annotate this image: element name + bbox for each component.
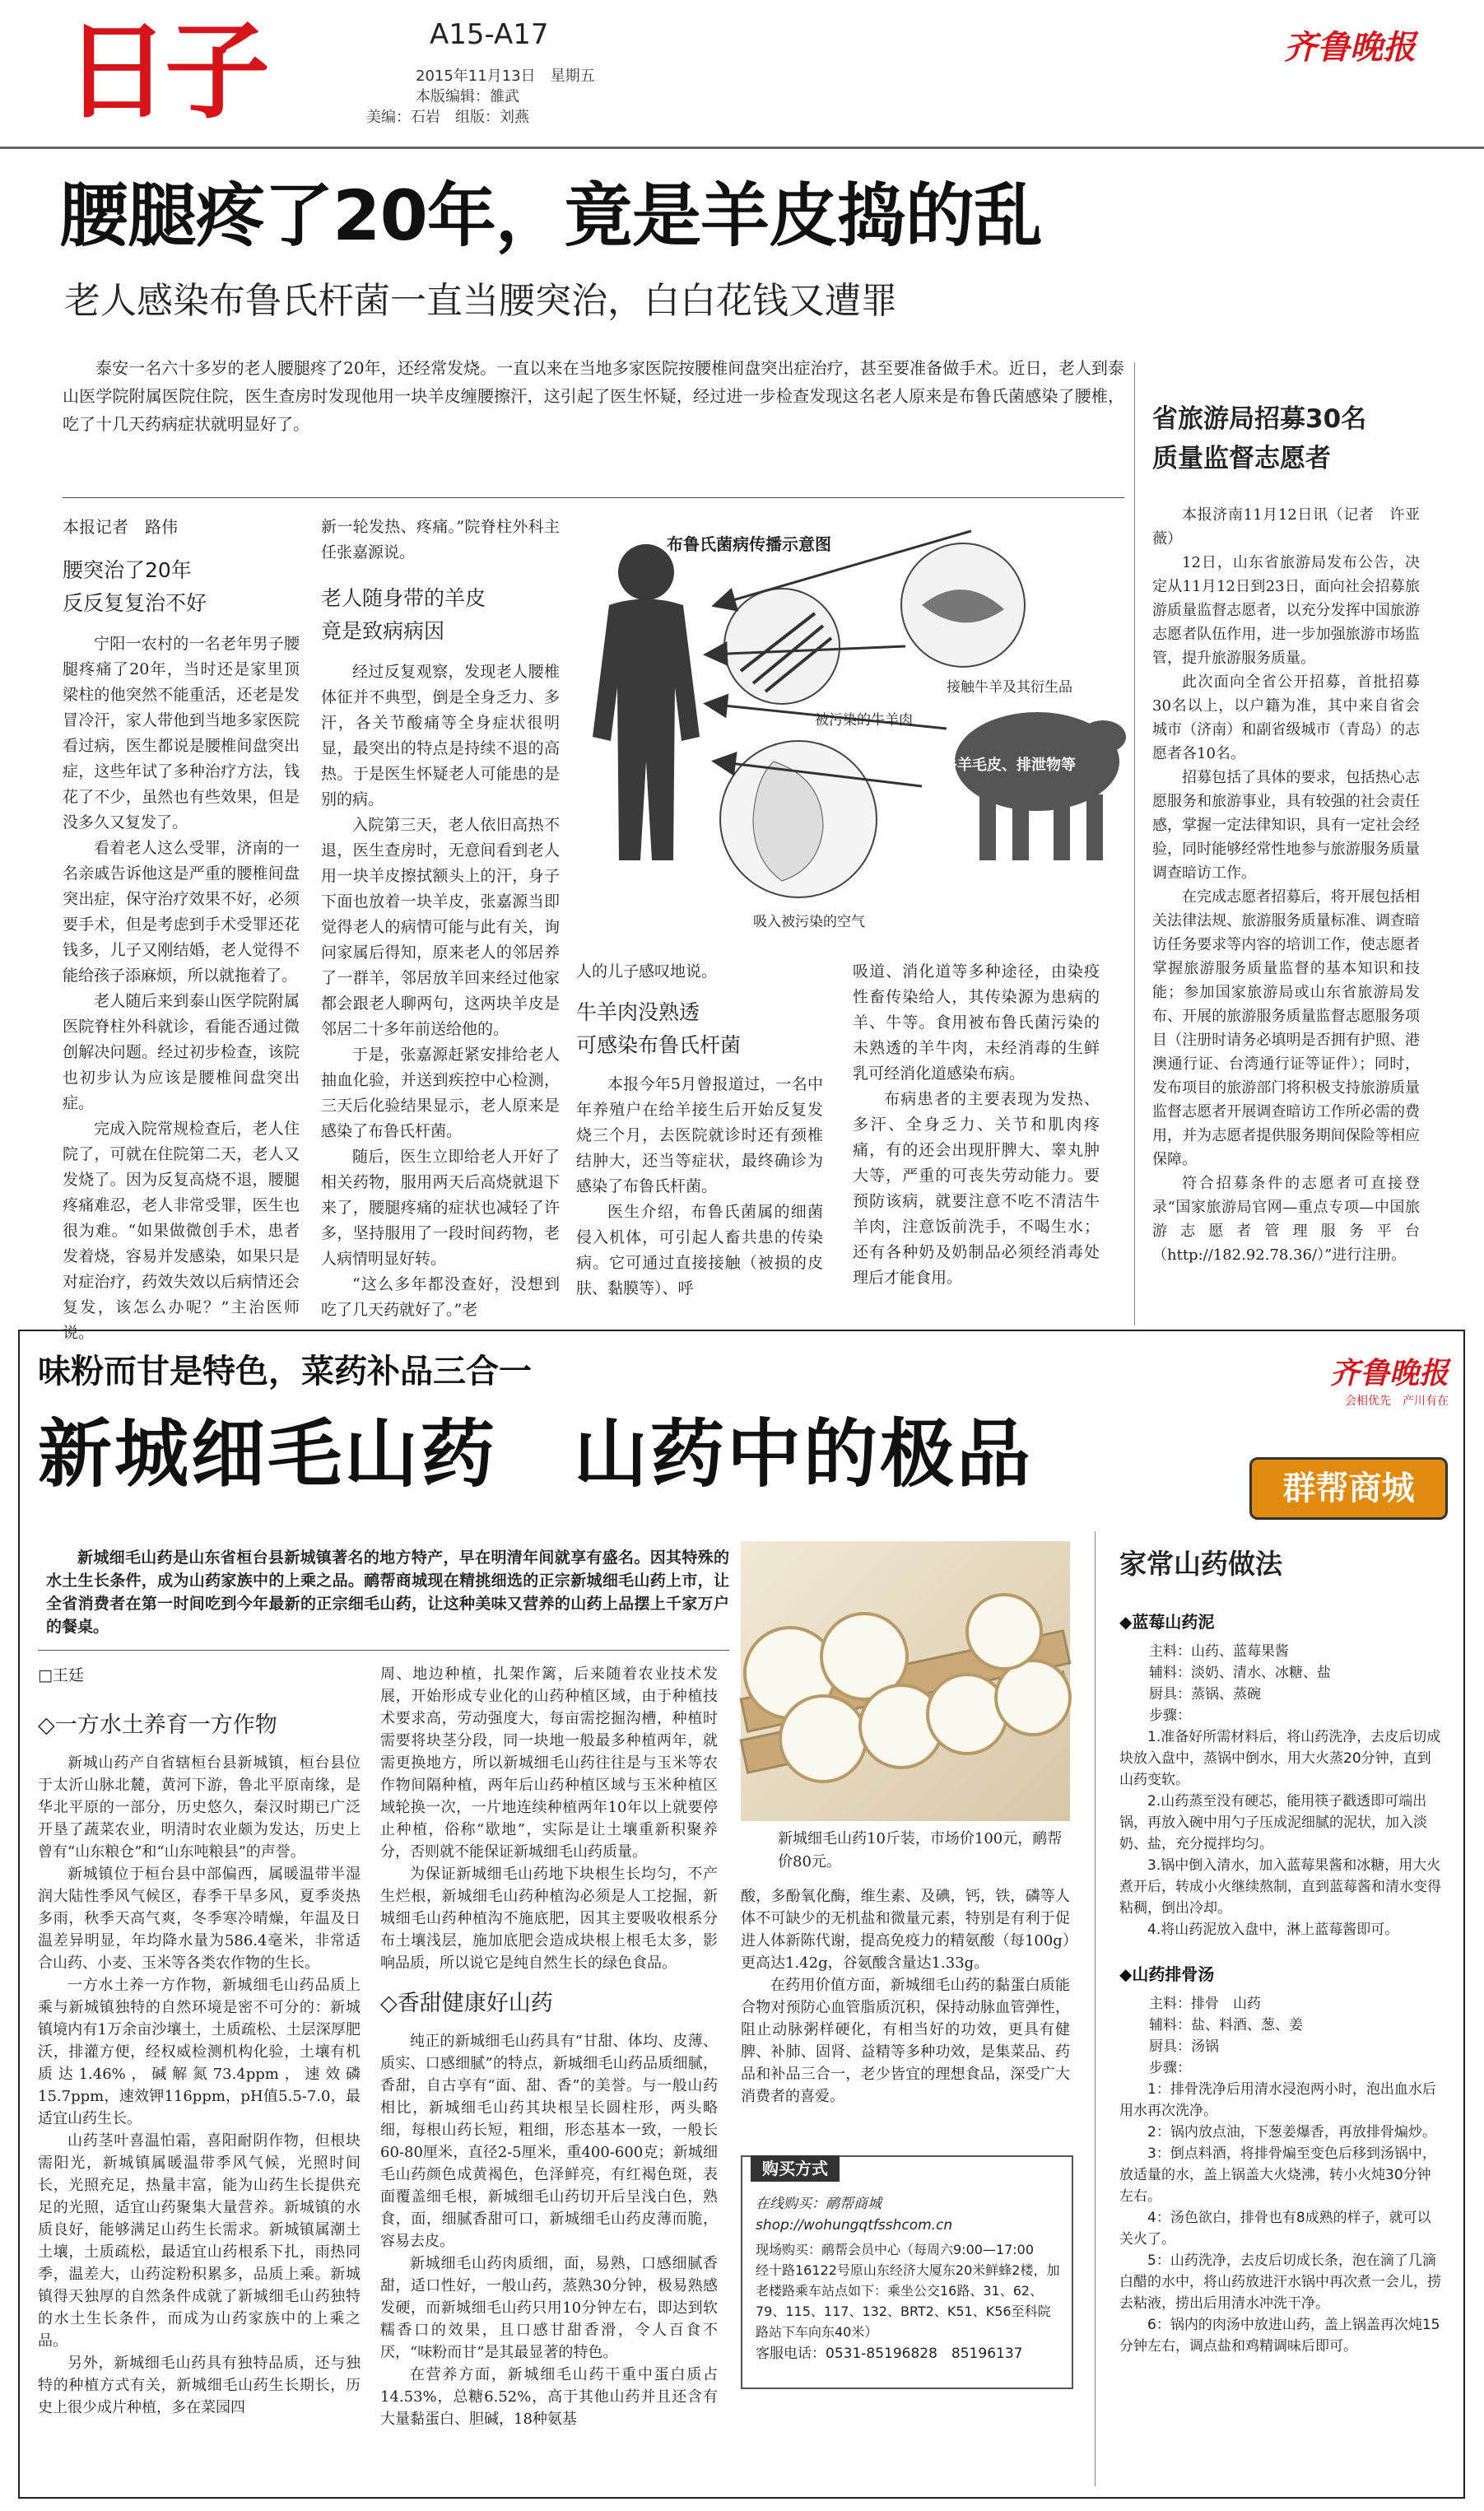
purchase-box: [741, 2155, 1073, 2389]
photo-caption: 新城细毛山药10斤装，市场价100元，鸸帮价80元。: [778, 1830, 1063, 1870]
subhead-1a: 腰突治了20年: [63, 558, 192, 582]
ad-intro-rule: [38, 1650, 729, 1651]
diagram-art: [576, 515, 1119, 959]
lead-text: 泰安一名六十多岁的老人腰腿疼了20年，还经常发烧。一直以来在当地多家医院按腰椎间盘突出症治疗，甚至要准备做手术。近日，老人到泰山医学院附属医院住院，医生查房时发现他用一块羊皮缠腰擦汗，这引起了医生怀疑，经过进一步检查发现这名老人原来是布鲁氏菌感染了腰椎，吃了十几天药病症状就明显好了。: [63, 358, 1124, 434]
masthead-divider: [0, 147, 1484, 149]
recipe-step: 1：排骨洗净后用清水浸泡两小时，泡出血水后用水再次洗净。: [1119, 2081, 1436, 2119]
paragraph: 医生介绍，布鲁氏菌属的细菌侵入机体，可引起人畜共患的传染病。它可通过直接接触（被损的皮肤、黏膜等）、呼: [576, 1203, 823, 1297]
paragraph: 布病患者的主要表现为发热、多汗、全身乏力、关节和肌肉疼痛，有的还会出现肝脾大、睾丸肿大等，严重的可丧失劳动能力。要预防该病，就要注意不吃不清洁牛羊肉，注意饭前洗手，不喝生水；还有各种奶及奶制品必须经消毒处理后才能食用。: [853, 1090, 1100, 1287]
paragraph: 入院第三天，老人依旧高热不退，医生查房时，无意间看到老人用一块羊皮擦拭额头上的汗，身子下面也放着一块羊皮，张嘉源当即觉得老人的病情可能与此有关，询问家属后得知，原来老人的邻居养了一群羊，邻居放羊回来经过他家都会跟老人聊两句，这两块羊皮是邻居二十多年前送给他的。: [321, 816, 560, 1038]
ad-column-2: [380, 1663, 718, 2490]
recipe-step: 4：汤色欲白，排骨也有8成熟的样子，就可以关火了。: [1119, 2210, 1431, 2248]
ad-byline: □王廷: [38, 1666, 84, 1684]
ad-subhead-2: ◇香甜健康好山药: [380, 1991, 553, 2016]
hotline: 客服电话：0531-85196828 85196137: [756, 2346, 1023, 2362]
story-column-3: [576, 959, 823, 1325]
ad-subhead-1: ◇一方水土养育一方作物: [38, 1712, 277, 1738]
subhead-3b: 可感染布鲁氏杆菌: [576, 1033, 742, 1057]
diagram-label: 牛羊毛皮、排泄物等: [942, 757, 1076, 774]
paragraph: 在药用价值方面，新城细毛山药的黏蛋白质能合物对预防心血管脂质沉积，保持动脉血管弹性，阻止动脉粥样硬化，有相当好的功效，更具有健脾、补肺、固肾、益精等多种功效，是集菜品、药品和补品三合一，老少皆宜的理想食品，深受广大消费者的喜爱。: [741, 1977, 1070, 2105]
paragraph: 随后，医生立即给老人开好了相关药物，服用两天后高烧就退下来了，腰腿疼痛的症状也减轻了许多，坚持服用了一段时间药物，老人病情明显好转。: [321, 1148, 560, 1268]
lead-paragraph: [63, 354, 1124, 438]
sidebar-divider: [1134, 362, 1135, 1325]
story-column-4: [853, 959, 1100, 1325]
paragraph: 酸，多酚氧化酶，维生素、及碘，钙，铁，磷等人体不可缺少的无机盐和微量元素，特别是有利于促进人体新陈代谢，提高免疫力的精氨酸（每100g）更高达1.42g，谷氨酸含量达1.33g。: [741, 1888, 1070, 1972]
ad-brand-name: 齐鲁晚报: [1329, 1356, 1449, 1391]
masthead: [0, 0, 1484, 152]
recipe-divider: [1095, 1531, 1096, 2486]
paragraph: 新城细毛山药肉质细，面，易熟，口感细腻香甜，适口性好，一般山药，蒸熟30分钟，极易熟感发硬，而新城细毛山药只用10分钟左右，即达到软糯香口的效果，且口感甘甜香滑，令人百食不厌，“味粉而甘”是其最显著的特色。: [380, 2255, 718, 2361]
mall-badge: 群帮商城: [1249, 1457, 1448, 1520]
subhead-1b: 反反复复治不好: [63, 591, 207, 615]
page-range: A15-A17: [430, 18, 549, 51]
diagram-label: 吸入被污染的空气: [753, 914, 865, 930]
paragraph: 一方水土养一方作物，新城细毛山药品质上乘与新城镇独特的自然环境是密不可分的：新城镇境内有1万余亩沙壤土，土质疏松、土层深厚肥沃，排灌方便，经权威检测机构化验，土壤有机质达1.46%，碱解氮73.4ppm，速效磷15.7ppm，速效钾116ppm，pH值5.5-7.0，最适宜山药生长。: [38, 1977, 361, 2127]
byline: 本报记者 路伟: [63, 517, 178, 537]
online-purchase[interactable]: 在线购买：鸸帮商城shop://wohungqtfsshcom.cn: [756, 2196, 953, 2234]
ingredient: 辅料：盐、料酒、葱、姜: [1149, 2017, 1303, 2033]
section-name: 日子: [64, 11, 266, 133]
main-deck: 老人感染布鲁氏杆菌一直当腰突治，白白花钱又遭罪: [64, 280, 897, 322]
recipe-step: 3：倒点料酒，将排骨煸至变色后移到汤锅中，放适量的水，盖上锅盖大火烧沸，转小火炖30分钟左右。: [1119, 2145, 1436, 2205]
recipe-step: 3.锅中倒入清水，加入蓝莓果酱和冰糖，用大火煮开后，转成小火继续熬制，直到蓝莓酱和清水变得粘稠，倒出冷却。: [1119, 1857, 1441, 1917]
diagram-label: 接触牛羊及其衍生品: [947, 679, 1072, 696]
purchase-title: 购买方式: [751, 2155, 840, 2182]
recipe-1-name: ◆蓝莓山药泥: [1119, 1612, 1215, 1632]
subhead-2b: 竟是致病病因: [321, 619, 445, 643]
paragraph: 宁阳一农村的一名老年男子腰腿疼痛了20年，当时还是家里顶梁柱的他突然不能重活，还老是发冒冷汗，家人带他到当地多家医院看过病，医生都说是腰椎间盘突出症，这些年试了多种治疗方法，钱花了不少，虽然也有些效果，但是没多久又复发了。: [63, 635, 300, 832]
main-headline: 腰腿疼了20年，竟是羊皮捣的乱: [59, 175, 1042, 256]
paragraph: 看着老人这么受罪，济南的一名亲戚告诉他这是严重的腰椎间盘突出症，保守治疗效果不好，必须要手术，但是考虑到手术受罪还花钱多，儿子又刚结婚，老人觉得不能给孩子添麻烦，所以就拖着了。: [63, 839, 300, 985]
paragraph: 在完成志愿者招募后，将开展包括相关法律法规、旅游服务质量标准、调查暗访任务要求等内容的培训工作，使志愿者掌握旅游服务质量监督的基本知识和技能；参加国家旅游局或山东省旅游局发布、开展的旅游服务质量监督志愿服务项目（注册时请务必填明是否拥有护照、港澳通行证、台湾通行证等证件）；同时，发布项目的旅游部门将积极支持旅游质量监督志愿者开展调查暗访工作所必需的费用，并为志愿者提供服务期间保险等相应保障。: [1152, 888, 1420, 1168]
issue-date: 2015年11月13日 星期五: [416, 68, 595, 85]
ingredient: 辅料：淡奶、清水、冰糖、盐: [1149, 1665, 1331, 1681]
ad-intro-text: 新城细毛山药是山东省桓台县新城镇著名的地方特产，早在明清年间就享有盛名。因其特殊的水土生长条件，成为山药家族中的上乘之品。鸸帮商城现在精挑细选的正宗新城细毛山药上市，让全省消费者在第一时间吃到今年最新的正宗细毛山药，让这种美味又营养的山药上品摆上千家万户的餐桌。: [46, 1549, 729, 1636]
ingredient: 主料：山药、蓝莓果酱: [1149, 1643, 1289, 1660]
ad-column-1: [38, 1663, 361, 2490]
store-purchase: 现场购买：鸸帮会员中心（每周六9:00—17:00 经十路16122号原山东经济大厦东20米鲜蜂2楼，加老楼路乘车站点如下：乘坐公交16路、31、62、79、115、117、132、BRT2、K51、K56至科院路站下车向东40米）: [756, 2242, 1060, 2340]
recipe-title: 家常山药做法: [1119, 1548, 1282, 1580]
yam-illustration: [741, 1541, 1070, 1821]
paragraph: 老人随后来到泰山医学院附属医院脊柱外科就诊，看能否通过微创解决问题。经过初步检查，该院也初步认为应该是腰椎间盘突出症。: [63, 992, 300, 1112]
recipe-step: 6：锅内的肉汤中放进山药，盖上锅盖再次炖15分钟左右，调点盐和鸡精调味后即可。: [1119, 2317, 1440, 2355]
paragraph: 新一轮发热、疼痛。”院脊柱外科主任张嘉源说。: [321, 518, 560, 561]
recipe-step: 2：锅内放点油，下葱姜爆香，再放排骨煸炒。: [1147, 2124, 1436, 2141]
paragraph: 人的儿子感叹地说。: [576, 962, 718, 981]
paragraph: 符合招募条件的志愿者可直接登录“国家旅游局官网—重点专项—中国旅游志愿者管理服务平台（http://182.92.78.36/）”进行注册。: [1152, 1175, 1420, 1264]
ad-brand-slogan: 会相优先 产川有在: [1345, 1395, 1449, 1408]
recipe-column: [1119, 1544, 1444, 2490]
paragraph: 12日，山东省旅游局发布公告，决定从11月12日到23日，面向社会招募旅游质量监督志愿者，以充分发挥中国旅游志愿者队伍作用，进一步加强旅游市场监管，提升旅游服务质量。: [1152, 554, 1420, 667]
design-credit: 美编：石岩 组版：刘燕: [366, 109, 529, 126]
ad-intro: [46, 1546, 729, 1638]
recipe-step: 5：山药洗净，去皮后切成长条，泡在滴了几滴白醋的水中，将山药放进汗水锅中再次煮一会儿，捞去粘液，捞出后用清水冲洗干净。: [1119, 2252, 1441, 2312]
paragraph: 于是，张嘉源赶紧安排给老人抽血化验，并送到疾控中心检测，三天后化验结果显示，老人原来是感染了布鲁氏杆菌。: [321, 1046, 560, 1140]
paragraph: 新城镇位于桓台县中部偏西，属暖温带半湿润大陆性季风气候区，春季干旱多风，夏季炎热多雨，秋季天高气爽，冬季寒冷晴燥，年温及日温差异明显，年均降水量为586.4毫米，非常适合山药、小麦、玉米等各类农作物的生长。: [38, 1866, 361, 1972]
human-silhouette: [593, 544, 700, 860]
paragraph: 另外，新城细毛山药具有独特品质，还与独特的种植方式有关，新城细毛山药生长期长，历史上很少成片种植，多在菜园四: [38, 2355, 361, 2416]
sidebar-byline: 本报济南11月12日讯（记者 许亚薇）: [1152, 506, 1420, 547]
diagram-label: 被污染的牛羊肉: [815, 712, 913, 729]
paragraph: 山药茎叶喜温怕霜，喜阳耐阴作物，但根块需阳光，新城镇属暖温带季风气候，光照时间长，光照充足，热量丰富，能为山药生长提供充足的光照，适宜山药聚集大量营养。新城镇的水质良好，能够满足山药生长需求。新城镇属潮土土壤，土质疏松，最适宜山药根系下扎，雨热同季，温差大，山药淀粉积累多，品质上乘。新城镇得天独厚的自然条件成就了新城细毛山药独特的水土生长条件，而成为山药家族中的上乘之品。: [38, 2132, 361, 2350]
ad-headline: 新城细毛山药 山药中的极品: [38, 1411, 1033, 1498]
editor-credit: 本版编辑：雒武: [416, 88, 519, 105]
subhead-3a: 牛羊肉没熟透: [576, 1000, 700, 1024]
steps-label: 步骤：: [1149, 2060, 1191, 2076]
paragraph: 本报今年5月曾报道过，一名中年养殖户在给羊接生后开始反复发烧三个月，去医院就诊时还有颈椎结肿大，还当等症状，最终确诊为感染了布鲁氏杆菌。: [576, 1075, 823, 1195]
ad-column-3: [741, 1885, 1070, 2149]
recipe-step: 2.山药蒸至没有硬芯，能用筷子戳透即可端出锅，再放入碗中用勺子压成泥细腻的泥状，加入淡奶、盐，充分搅拌均匀。: [1119, 1793, 1427, 1852]
paragraph: 此次面向全省公开招募，首批招募30名以上，以户籍为准，其中来自省会城市（济南）和副省级城市（青岛）的志愿者各10名。: [1152, 673, 1420, 762]
paragraph: 周、地边种植，扎架作篱，后来随着农业技术发展，开始形成专业化的山药种植区域，由于种植技术要求高，劳动强度大，每亩需挖掘沟槽，种植时需要将块茎分段，同一块地一般最多种植两年，就需更换地方，所以新城细毛山药往往是与玉米等农作物间隔种植，两年后山药种植区域与玉米种植区域轮换一次，一片地连续种植两年10年以上就要停止种植，俗称“歇地”，实际是让土壤重新积聚养分，否则就不能保证新城细毛山药质量。: [380, 1665, 718, 1861]
sheep-silhouette: [955, 712, 1126, 860]
paragraph: 经过反复观察，发现老人腰椎体征并不典型，倒是全身乏力、多汗，各关节酸痛等全身症状很明显，最突出的特点是持续不退的高热。于是医生怀疑老人可能患的是别的病。: [321, 663, 560, 808]
ingredient: 厨具：汤锅: [1149, 2038, 1219, 2055]
sidebar-headline-2: 质量监督志愿者: [1152, 444, 1331, 473]
paragraph: 纯正的新城细毛山药具有“甘甜、体均、皮薄、质实、口感细腻”的特点，新城细毛山药品质细腻，香甜，自古享有“面、甜、香”的美誉。与一般山药相比，新城细毛山药其块根呈长圆柱形，两头略细，每根山药长短，粗细，形态基本一致，一般长60-80厘米，直径2-5厘米，重400-600克；新城细毛山药颜色成黄褐色，色泽鲜亮，有红褐色斑，表面覆盖细毛根，新城细毛山药切开后呈浅白色，熟食，面，细腻香甜可口，新城细毛山药皮薄而脆，容易去皮。: [380, 2033, 718, 2250]
recipe-step: 4.将山药泥放入盘中，淋上蓝莓酱即可。: [1147, 1922, 1399, 1938]
paragraph: 吸道、消化道等多种途径，由染疫性畜传染给人，其传染源为患病的羊、牛等。食用被布鲁氏菌污染的未熟透的羊牛肉，未经消毒的生鲜乳可经消化道感染布病。: [853, 962, 1100, 1083]
paragraph: “这么多年都没查好，没想到吃了几天药就好了。”老: [321, 1275, 560, 1319]
ad-brand-logo: [1251, 1350, 1449, 1409]
lead-rule: [63, 497, 1124, 498]
ad-kicker: 味粉而甘是特色，菜药补品三合一: [38, 1353, 532, 1391]
brand-logo: 齐鲁晚报: [1284, 28, 1416, 67]
ingredient: 主料：排骨 山药: [1149, 1996, 1261, 2012]
ingredient: 厨具：蒸锅、蒸碗: [1149, 1686, 1261, 1703]
paragraph: 招募包括了具体的要求，包括热心志愿服务和旅游事业，具有较强的社会责任感，掌握一定法律知识，具有一定社会经验，同时能够经常性地参与旅游服务质量调查暗访工作。: [1152, 769, 1420, 882]
steps-label: 步骤：: [1149, 1707, 1191, 1724]
story-column-1: [63, 515, 300, 1342]
recipe-2-name: ◆山药排骨汤: [1119, 1964, 1215, 1984]
brucella-diagram: [576, 515, 1119, 959]
story-column-2: [321, 515, 560, 1325]
subhead-2a: 老人随身带的羊皮: [321, 586, 486, 610]
paragraph: 新城山药产自省辖桓台县新城镇，桓台县位于太沂山脉北麓，黄河下游，鲁北平原南缘，是华北平原的一部分，历史悠久，秦汉时期已广泛开垦了蔬菜农业，明清时农业颇为发达，历史上曾有“山东粮仓”和“山东吨粮县”的声誉。: [38, 1754, 361, 1861]
paragraph: 在营养方面，新城细毛山药干重中蛋白质占14.53%，总糖6.52%，高于其他山药并且还含有大量黏蛋白、胆碱，18种氨基: [380, 2366, 718, 2428]
sidebar-headline-1: 省旅游局招募30名: [1152, 404, 1367, 434]
diagram-title: 布鲁氏菌病传播示意图: [667, 534, 831, 554]
paragraph: 为保证新城细毛山药地下块根生长均匀，不产生烂根，新城细毛山药种植沟必须是人工挖掘，新城细毛山药种植沟不施底肥，因其主要吸收根系分布土壤浅层，施加底肥会造成块根上根毛太多，影响品质，所以说它是纯自然生长的绿色食品。: [380, 1866, 718, 1972]
recipe-step: 1.准备好所需材料后，将山药洗净，去皮后切成块放入盘中，蒸锅中倒水，用大火蒸20分钟，直到山药变软。: [1119, 1729, 1441, 1788]
paragraph: 完成入院常规检查后，老人住院了，可就在住院第二天，老人又发烧了。因为反复高烧不退，腰腿疼痛难忍，老人非常受罪，医生也很为难。“如果做微创手术，患者发着烧，容易并发感染，如果只是对症治疗，药效失效以后病情还会复发，该怎么办呢？”主治医师说。: [63, 1120, 300, 1342]
sidebar-article: [1152, 399, 1420, 1325]
yam-photo: [741, 1541, 1070, 1821]
